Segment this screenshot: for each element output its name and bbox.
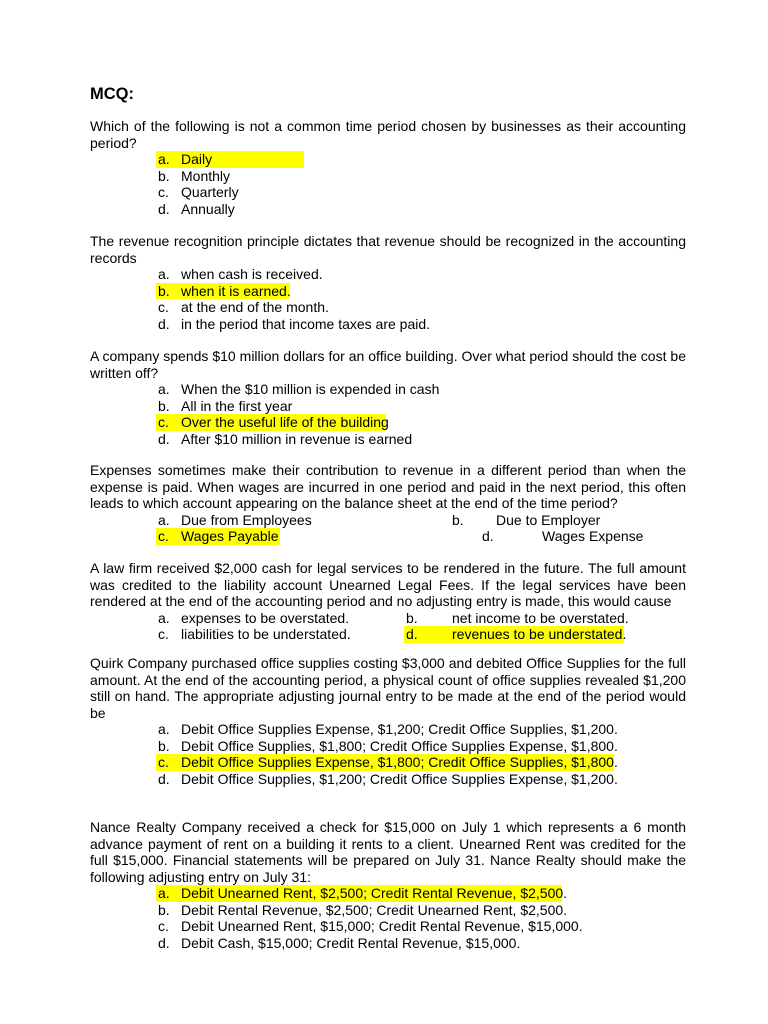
option-d: d. Annually	[158, 200, 235, 217]
option-row-ab: a. Due from Employees b. Due to Employer	[158, 511, 601, 528]
question-stem: A law firm received $2,000 cash for legal services to be rendered in the future. The full amount was credited to the liability account Unearned Legal Fees. If the legal services have been rendered at the end of the accounting period and no adjusting entry is made, this would cause	[90, 560, 686, 609]
option-d: d. Debit Office Supplies, $1,200; Credit Office Supplies Expense, $1,200.	[158, 770, 618, 787]
option-b: b. when it is earned.	[158, 282, 291, 299]
option-c: c. Debit Office Supplies Expense, $1,800; Credit Office Supplies, $1,800.	[158, 754, 618, 770]
option-c: c. Quarterly	[158, 184, 239, 200]
option-b: b. Debit Office Supplies, $1,800; Credit Office Supplies Expense, $1,800.	[158, 737, 618, 754]
option-row-cd: c. Wages Payable d. Wages Expense	[158, 528, 644, 544]
question-stem: Expenses sometimes make their contribution to revenue in a different period than when the expense is paid. When wages are incurred in one period and paid in the next period, this often leads to which account appearing on the balance sheet at the end of the time period?	[90, 462, 686, 511]
option-c: c. Over the useful life of the building	[158, 414, 389, 430]
question-stem: A company spends $10 million dollars for an office building. Over what period should the cost be written off?	[90, 348, 686, 381]
question-4	[90, 462, 686, 545]
option-d: d. Debit Cash, $15,000; Credit Rental Revenue, $15,000.	[158, 934, 521, 951]
option-a: a. when cash is received.	[158, 266, 323, 282]
question-3	[90, 348, 686, 447]
question-stem: Nance Realty Company received a check for $15,000 on July 1 which represents a 6 month advance payment of rent on a building it rents to a client. Unearned Rent was credited for the full $15,000. Financial statements will be prepared on July 31. Nance Realty should make the following adjusting entry on July 31:	[90, 819, 686, 885]
option-d: d. After $10 million in revenue is earned	[158, 430, 413, 447]
question-5	[90, 560, 686, 643]
option-b: b. Debit Rental Revenue, $2,500; Credit Unearned Rent, $2,500.	[158, 901, 568, 918]
option-a: a. When the $10 million is expended in cash	[158, 381, 440, 397]
question-7	[90, 819, 686, 951]
page-heading: MCQ:	[90, 85, 134, 103]
option-d: d. in the period that income taxes are paid.	[158, 315, 431, 332]
question-1	[90, 118, 686, 217]
option-c: c. at the end of the month.	[158, 299, 329, 315]
question-stem: Quirk Company purchased office supplies costing $3,000 and debited Office Supplies for the full amount. At the end of the accounting period, a physical count of office supplies revealed $1,200 still on hand. The appropriate adjusting journal entry to be made at the end of the period would be	[90, 655, 686, 721]
option-b: b. All in the first year	[158, 397, 293, 414]
option-a: a. Debit Unearned Rent, $2,500; Credit Rental Revenue, $2,500.	[158, 885, 568, 901]
option-a: a. Daily	[90, 151, 686, 168]
question-2	[90, 233, 686, 332]
question-6	[90, 655, 686, 787]
option-c: c. Debit Unearned Rent, $15,000; Credit Rental Revenue, $15,000.	[158, 918, 583, 934]
question-stem: The revenue recognition principle dictates that revenue should be recognized in the accounting records	[90, 233, 686, 266]
option-b: b. Monthly	[158, 167, 231, 184]
option-row-cd: c. liabilities to be understated. d. revenues to be understated.	[158, 626, 627, 642]
question-stem: Which of the following is not a common time period chosen by businesses as their accounting period?	[90, 118, 686, 151]
option-a: a. Debit Office Supplies Expense, $1,200; Credit Office Supplies, $1,200.	[158, 721, 618, 737]
option-row-ab: a. expenses to be overstated. b. net income to be overstated.	[158, 609, 629, 626]
